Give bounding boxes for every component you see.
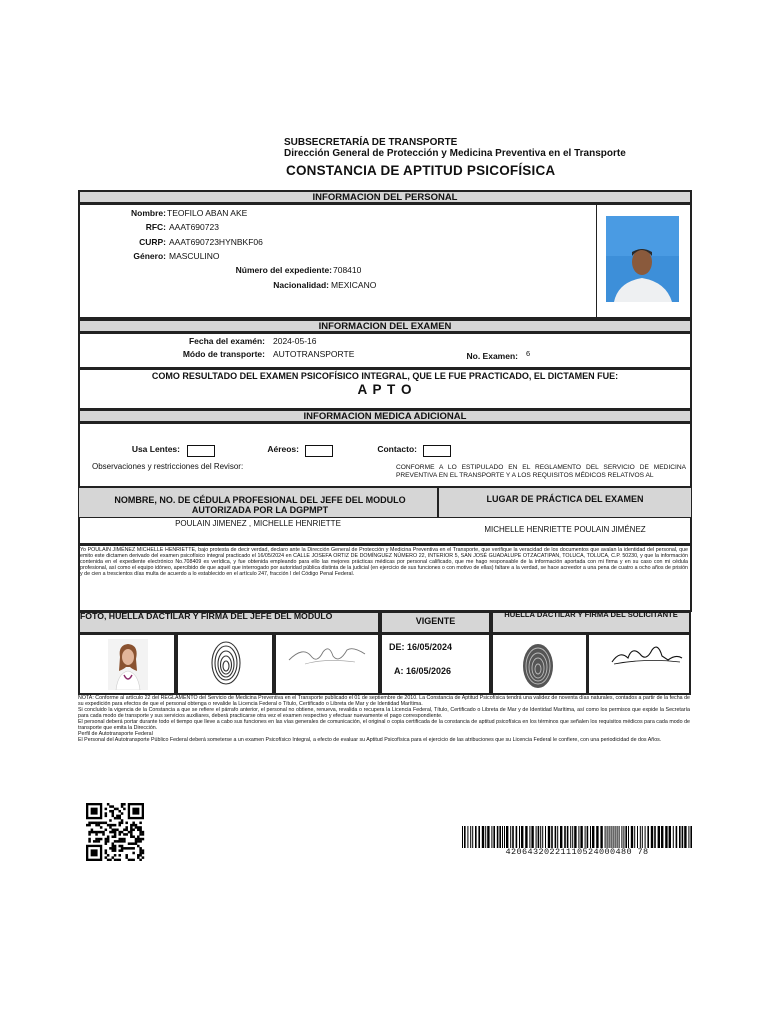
nacionalidad-value: MEXICANO <box>331 280 377 290</box>
observaciones-text: CONFORME A LO ESTIPULADO EN EL REGLAMENTO DEL SERVICIO DE MEDICINA PREVENTIVA EN EL TRANSPORTE Y A LOS REQUISITOS MÉDICOS RELATIVOS AL <box>396 464 686 479</box>
solicitante-header: HUELLA DACTILAR Y FIRMA DEL SOLICITANTE <box>504 610 678 619</box>
firmas-jefe-header: FOTO, HUELLA DACTILAR Y FIRMA DEL JEFE DEL MODULO <box>80 611 333 621</box>
jefe-value: POULAIN JIMENEZ , MICHELLE HENRIETTE <box>175 519 341 528</box>
no-examen-value: 6 <box>526 349 531 358</box>
contacto-label: Contacto: <box>377 444 417 454</box>
jefe-header: NOMBRE, NO. DE CÉDULA PROFESIONAL DEL JEFE DEL MODULO AUTORIZADA POR LA DGPMPT <box>114 495 406 515</box>
no-examen-label: No. Examen: <box>466 351 518 361</box>
observaciones-label: Observaciones y restricciones del Revisor: <box>92 462 244 471</box>
nota-paragraph: Perfil de Autotransporte Federal <box>78 731 153 737</box>
curp-label: CURP: <box>139 237 166 247</box>
jefe-photo <box>108 639 148 690</box>
rfc-value: AAAT690723 <box>169 222 219 232</box>
section-personal-header: INFORMACION DEL PERSONAL <box>78 190 692 204</box>
curp-value: AAAT690723HYNBKF06 <box>169 237 263 247</box>
expediente-value: 708410 <box>333 265 362 275</box>
signature-jefe-icon <box>285 640 369 668</box>
resultado-text: COMO RESULTADO DEL EXAMEN PSICOFÍSICO INTEGRAL, QUE LE FUE PRACTICADO, EL DICTAMEN FUE: <box>151 371 619 381</box>
vigente-header: VIGENTE <box>415 616 456 626</box>
applicant-photo <box>606 216 679 302</box>
nombre-value: TEOFILO ABAN AKE <box>167 208 248 218</box>
modo-value: AUTOTRANSPORTE <box>273 349 355 359</box>
genero-label: Género: <box>133 251 166 261</box>
fingerprint-solicitante-icon <box>521 642 555 690</box>
modo-label: Módo de transporte: <box>182 349 265 359</box>
barcode <box>462 826 692 848</box>
nota-paragraph: Si concluido la vigencia de la Constancia a que se refiere el párrafo anterior, el personal no obtiene, renueva, revalida o recupera la Licencia Federal, Título, Certificado o Libreta de Mar y de Identidad Marítima, así como los permisos que expide la Secretaría para cada modo de transporte y sus servicios auxiliares, deberá practicarse otra vez el examen respectivo y efectuar nuevamente el pago correspondiente. <box>78 707 690 719</box>
nombre-label: Nombre: <box>131 208 166 218</box>
nota-paragraph: El personal deberá portar durante todo el tiempo que lleve a cabo sus funciones en las vías generales de comunicación, el original o copia certificada de la constancia de aptitud psicofísica en los términos que señalen los requisitos médicos para cada modo de transporte que emita la Dirección. <box>78 719 690 731</box>
nota-paragraph: El Personal del Autotransporte Público Federal deberá someterse a un examen Psicofísico Integral, a efecto de evaluar su Aptitud Psicofísica para el ejercicio de las atribuciones que su Licencia Federal le confiere, con una periodicidad de dos Años. <box>78 737 662 743</box>
genero-value: MASCULINO <box>169 251 220 261</box>
signature-solicitante-icon <box>606 640 686 672</box>
section-examen-header: INFORMACION DEL EXAMEN <box>78 319 692 333</box>
rfc-label: RFC: <box>145 222 166 232</box>
nota-text <box>78 695 690 743</box>
document-title: CONSTANCIA DE APTITUD PSICOFÍSICA <box>286 163 556 178</box>
aereos-label: Aéreos: <box>267 444 299 454</box>
lentes-checkbox[interactable] <box>187 445 215 457</box>
lugar-header: LUGAR DE PRÁCTICA DEL EXAMEN <box>486 494 644 504</box>
lentes-label: Usa Lentes: <box>131 444 180 454</box>
fingerprint-jefe-icon <box>210 640 242 686</box>
lugar-value: MICHELLE HENRIETTE POULAIN JIMÉNEZ <box>484 525 646 534</box>
contacto-checkbox[interactable] <box>423 445 451 457</box>
header-direccion: Dirección General de Protección y Medicina Preventiva en el Transporte <box>284 148 626 159</box>
vigente-a: A: 16/05/2026 <box>394 666 452 676</box>
header-subsecretaria: SUBSECRETARÍA DE TRANSPORTE <box>284 137 458 148</box>
qr-code <box>86 803 148 861</box>
section-medica-header: INFORMACION MEDICA ADICIONAL <box>78 409 692 423</box>
fecha-label: Fecha del examén: <box>188 336 265 346</box>
declaracion-text: Yo POULAIN JIMÉNEZ MICHELLE HENRIETTE, bajo protesta de decir verdad, declaro ante la Dirección General de Protección y Medicina Preventiva en el Transporte, que verifique la veracidad de los documentos que avalan la identidad del personal, que emito este dictamen derivado del examen psicofísico integral practicado el 16/05/2024 en CALLE JOSEFA ORTIZ DE DOMÍNGUEZ NÚMERO 22, INTERIOR 5, SAN JOSÉ GUADALUPE OTZACATIPAN, TOLUCA, TOLUCA, C.P. 50230, y que la información contenida en el expediente electrónico No.708409 es verídica, y fue obtenida empleando para ello las mejores prácticas médicas por personal calificado, que me hago responsable de la información aportada con mi firma y en su caso con mi cédula profesional, así como el equipo idóneo, apercibido de que aquél que interrogado por autoridad pública distinta de la judicial (en ejercicio de sus funciones o con motivo de ellas) faltare a la verdad, se hace acreedor a una pena de cuatro a ocho años de prisión y de cien a trescientos días multa de acuerdo a lo establecido en el artículo 247, fracción I del Código Penal Federal. <box>80 547 688 577</box>
fecha-value: 2024-05-16 <box>273 336 317 346</box>
nota-paragraph: NOTA: Conforme al artículo 22 del REGLAMENTO del Servicio de Medicina Preventiva en el Transporte publicado el 01 de septiembre de 2010. La Constancia de Aptitud Psicofísica tendrá una validez de noventa días naturales, contados a partir de la fecha de su expedición para efectos de que el personal obtenga o revalide la Licencia Federal o Título, Certificado o Libreta de Mar y de Identidad Marítima. <box>78 695 690 707</box>
barcode-number: 42064320221110524000480 78 <box>505 847 649 857</box>
dictamen-value: A P T O <box>357 382 413 397</box>
vigente-de: DE: 16/05/2024 <box>389 642 453 652</box>
expediente-label: Número del expediente: <box>235 265 332 275</box>
aereos-checkbox[interactable] <box>305 445 333 457</box>
nacionalidad-label: Nacionalidad: <box>273 280 329 290</box>
